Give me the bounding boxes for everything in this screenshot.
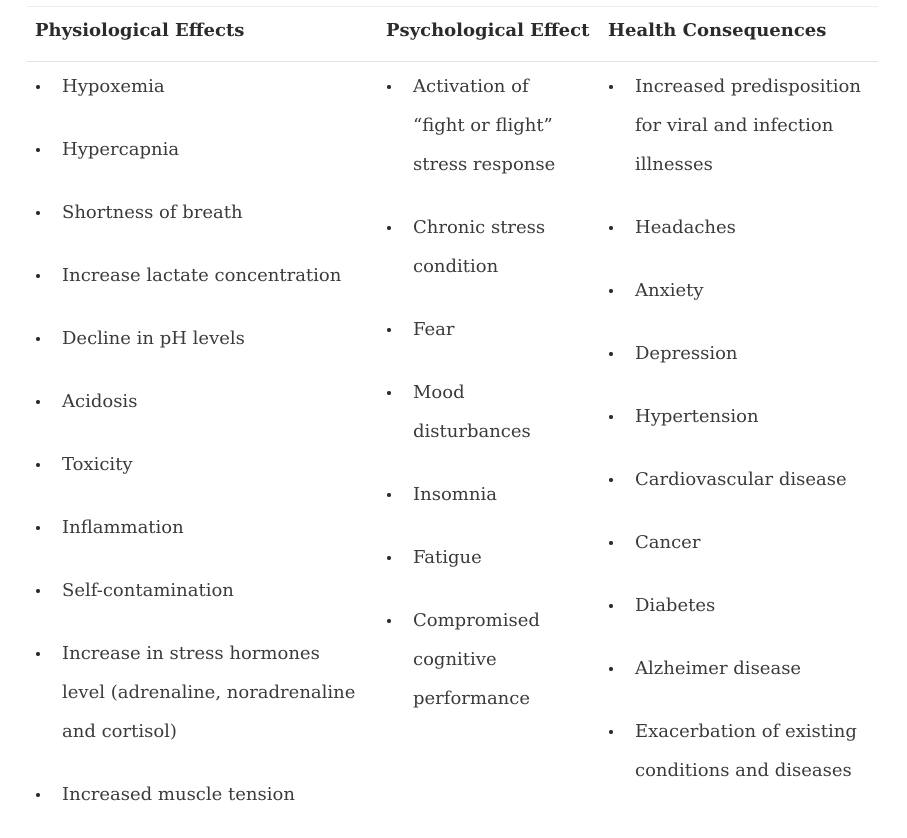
list-item: Increased predisposition for viral and infection illnesses	[600, 67, 875, 184]
list-item: Cancer	[600, 523, 875, 562]
list-item: Anxiety	[600, 271, 875, 310]
header-health-consequences: Health Consequences	[608, 20, 827, 41]
list-item: Depression	[600, 334, 875, 373]
list-item: Fear	[378, 310, 578, 349]
list-item: Self-contamination	[27, 571, 367, 610]
list-item: Shortness of breath	[27, 193, 367, 232]
list-item: Exacerbation of existing conditions and diseases	[600, 712, 875, 790]
list-item: Increase in stress hormones level (adrenaline, noradrenaline and cortisol)	[27, 634, 367, 751]
list-item: Headaches	[600, 208, 875, 247]
header-psychological-effect: Psychological Effect	[386, 20, 590, 41]
list-item: Insomnia	[378, 475, 578, 514]
list-item: Fatigue	[378, 538, 578, 577]
psychological-column	[378, 67, 578, 742]
list-item: Toxicity	[27, 445, 367, 484]
effects-table	[27, 6, 878, 805]
list-item: Mood disturbances	[378, 373, 578, 451]
list-item: Increase lactate concentration	[27, 256, 367, 295]
list-item: Increased muscle tension	[27, 775, 367, 814]
table-header-row	[27, 6, 878, 62]
list-item: Hypertension	[600, 397, 875, 436]
list-item: Acidosis	[27, 382, 367, 421]
list-item: Cardiovascular disease	[600, 460, 875, 499]
header-physiological-effects: Physiological Effects	[35, 20, 245, 41]
list-item: Compromised cognitive performance	[378, 601, 578, 718]
list-item: Hypoxemia	[27, 67, 367, 106]
list-item: Decline in pH levels	[27, 319, 367, 358]
list-item: Chronic stress condition	[378, 208, 578, 286]
physiological-column	[27, 67, 367, 838]
list-item: Hypercapnia	[27, 130, 367, 169]
list-item: Inflammation	[27, 508, 367, 547]
list-item: Activation of “fight or flight” stress response	[378, 67, 578, 184]
health-column	[600, 67, 875, 814]
list-item: Diabetes	[600, 586, 875, 625]
list-item: Alzheimer disease	[600, 649, 875, 688]
